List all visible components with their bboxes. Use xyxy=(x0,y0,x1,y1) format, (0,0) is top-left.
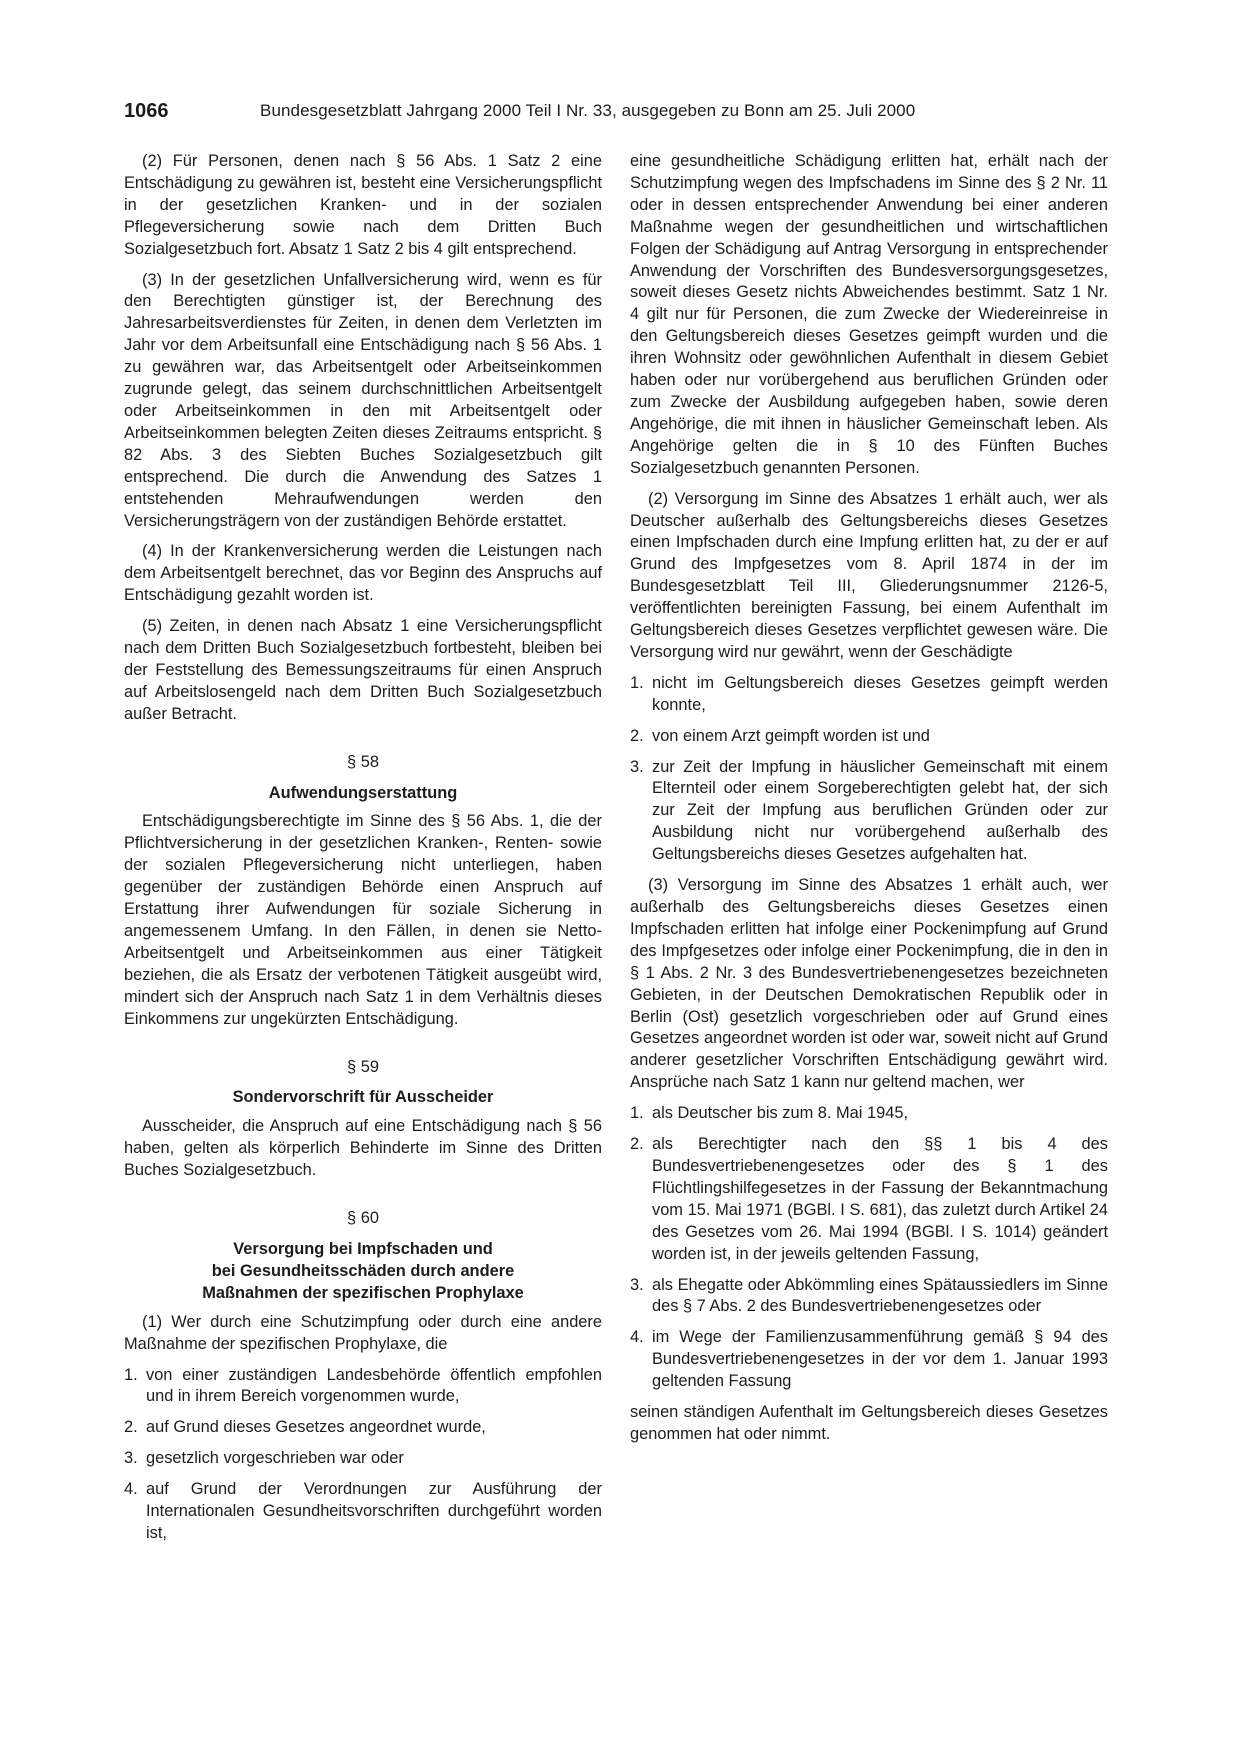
list-item-text: von einer zuständigen Landesbehörde öffentlich empfohlen und in ihrem Bereich vorgenommen wurde, xyxy=(146,1365,602,1406)
list-item xyxy=(124,1417,602,1439)
section-58-title: Aufwendungserstattung xyxy=(268,783,458,802)
list-item xyxy=(630,757,1108,867)
list-item-number: 1. xyxy=(630,673,644,692)
list-item-text: nicht im Geltungsbereich dieses Gesetzes geimpft werden konnte, xyxy=(652,673,1108,714)
right-column xyxy=(630,151,1108,1455)
section-60-title-line: bei Gesundheitsschäden durch andere xyxy=(211,1261,515,1280)
section-60-number: § 60 xyxy=(347,1209,379,1228)
list-item-text: als Berechtigter nach den §§ 1 bis 4 des Bundesvertriebenengesetzes oder des § 1 des Flüchtlingshilfegesetzes in der Fassung der Bekanntmachung vom 15. Mai 1971 (BGBl. I S. 681), das zuletzt durch Artikel 24 des Gesetzes vom 26. Mai 1994 (BGBl. I S. 1014) geändert worden ist, in der jeweils geltenden Fassung, xyxy=(652,1135,1108,1263)
list-item-text: gesetzlich vorgeschrieben war oder xyxy=(146,1449,404,1468)
running-head: Bundesgesetzblatt Jahrgang 2000 Teil I Nr. 33, ausgegeben zu Bonn am 25. Juli 2000 xyxy=(260,101,916,120)
list-item-number: 3. xyxy=(124,1449,138,1468)
section-58-text: Entschädigungsberechtigte im Sinne des § 56 Abs. 1, die der Pflichtversicherung in der gesetzlichen Kranken-, Renten- sowie der sozialen Pflegeversicherung nicht unterliegen, haben gegenüber der zuständigen Behörde einen Anspruch auf Erstattung ihrer Aufwendungen für soziale Sicherung in angemessenem Umfang. In den Fällen, in denen sie Netto-Arbeitsentgelt und Arbeitseinkommen aus einer Tätigkeit beziehen, die als Ersatz der verbotenen Tätigkeit ausgeübt wird, mindert sich der Anspruch nach Satz 1 in dem Verhältnis dieses Einkommens zur ungekürzten Entschädigung. xyxy=(124,812,602,1028)
list-item xyxy=(630,1275,1108,1319)
section-60-title-line: Maßnahmen der spezifischen Prophylaxe xyxy=(202,1283,524,1302)
list-item xyxy=(630,1134,1108,1265)
list-item xyxy=(630,726,1108,748)
list-item-text: auf Grund dieses Gesetzes angeordnet wurde, xyxy=(146,1418,486,1437)
section-58-number: § 58 xyxy=(347,752,379,771)
list-item xyxy=(124,1365,602,1409)
section-60-paragraph-1: (1) Wer durch eine Schutzimpfung oder durch eine andere Maßnahme der spezifischen Prophylaxe, die xyxy=(124,1312,602,1353)
list-item-number: 2. xyxy=(630,1135,644,1154)
list-item-text: im Wege der Familienzusammenführung gemäß § 94 des Bundesvertriebenengesetzes in der vor dem 1. Januar 1993 geltenden Fassung xyxy=(652,1328,1108,1391)
list-item-text: als Ehegatte oder Abkömmling eines Spätaussiedlers im Sinne des § 7 Abs. 2 des Bundesvertriebenengesetzes oder xyxy=(652,1275,1108,1316)
section-59-number: § 59 xyxy=(347,1057,379,1076)
section-60-title xyxy=(124,1239,602,1305)
paragraph-60-3: (3) Versorgung im Sinne des Absatzes 1 erhält auch, wer außerhalb des Geltungsbereichs dieses Gesetzes einen Impfschaden erlitten hat infolge einer Pockenimpfung auf Grund des Impfgesetzes oder infolge einer Pockenimpfung, die in den in § 1 Abs. 2 Nr. 3 des Bundesvertriebenengesetzes bezeichneten Gebieten, in der Deutschen Demokratischen Republik oder in Berlin (Ost) gesetzlich vorgeschrieben oder auf Grund eines Gesetzes angeordnet worden ist oder war, soweit nicht auf Grund anderer gesetzlicher Vorschriften Entschädigung gewährt wird. Ansprüche nach Satz 1 kann nur geltend machen, wer xyxy=(630,876,1108,1092)
page-header xyxy=(124,100,1124,126)
list-item-number: 2. xyxy=(124,1418,138,1437)
list-item xyxy=(630,673,1108,717)
list-item xyxy=(630,1103,1108,1125)
section-60-list xyxy=(124,1365,602,1545)
list-item-number: 2. xyxy=(630,726,644,745)
paragraph-57-5: (5) Zeiten, in denen nach Absatz 1 eine Versicherungspflicht nach dem Dritten Buch Sozialgesetzbuch fortbesteht, bleiben bei der Feststellung des Bemessungszeitraums für einen Anspruch auf Arbeitslosengeld nach dem Dritten Buch Sozialgesetzbuch außer Betracht. xyxy=(124,617,602,723)
list-item-text: als Deutscher bis zum 8. Mai 1945, xyxy=(652,1104,908,1123)
list-item-text: auf Grund der Verordnungen zur Ausführung der Internationalen Gesundheitsvorschriften durchgeführt worden ist, xyxy=(146,1480,602,1542)
list-item xyxy=(124,1479,602,1545)
paragraph-57-4: (4) In der Krankenversicherung werden die Leistungen nach dem Arbeitsentgelt berechnet, das vor Beginn des Anspruchs auf Entschädigung gezahlt worden ist. xyxy=(124,542,602,605)
paragraph-57-2: (2) Für Personen, denen nach § 56 Abs. 1 Satz 2 eine Entschädigung zu gewähren ist, besteht eine Versicherungspflicht in der gesetzlichen Kranken- und in der sozialen Pflegeversicherung sowie nach dem Dritten Buch Sozialgesetzbuch fort. Absatz 1 Satz 2 bis 4 gilt entsprechend. xyxy=(124,152,602,258)
section-59-text: Ausscheider, die Anspruch auf eine Entschädigung nach § 56 haben, gelten als körperlich Behinderte im Sinne des Dritten Buches Sozialgesetzbuch. xyxy=(124,1117,602,1180)
paragraph-57-3: (3) In der gesetzlichen Unfallversicherung wird, wenn es für den Berechtigten günstiger ist, der Berechnung des Jahresarbeitsverdienstes für Zeiten, in denen dem Verletzten im Jahr vor dem Arbeitsunfall eine Entschädigung nach § 56 Abs. 1 zu gewähren war, das Arbeitsentgelt oder Arbeitseinkommen zugrunde gelegt, das seinem durchschnittlichen Arbeitsentgelt oder Arbeitseinkommen in den mit Arbeitsentgelt oder Arbeitseinkommen belegten Zeiten dieses Zeitraums entspricht. § 82 Abs. 3 des Siebten Buches Sozialgesetzbuch gilt entsprechend. Die durch die Anwendung des Satzes 1 entstehenden Mehraufwendungen werden den Versicherungsträgern von der zuständigen Behörde erstattet. xyxy=(124,270,602,530)
list-item-text: zur Zeit der Impfung in häuslicher Gemeinschaft mit einem Elternteil oder einem Sorgeberechtigten gelebt hat, der sich zur Zeit der Impfung aus beruflichen Gründen oder zur Ausbildung nicht nur vorübergehend außerhalb des Geltungsbereichs dieses Gesetzes aufgehalten hat. xyxy=(652,757,1108,864)
list-item-number: 1. xyxy=(124,1365,138,1384)
list-item xyxy=(630,1327,1108,1393)
left-column xyxy=(124,151,602,1554)
list-item-number: 3. xyxy=(630,757,644,776)
paragraph-60-3-closing: seinen ständigen Aufenthalt im Geltungsbereich dieses Gesetzes genommen hat oder nimmt. xyxy=(630,1403,1108,1443)
paragraph-60-3-list xyxy=(630,1103,1108,1393)
list-item-number: 1. xyxy=(630,1104,644,1123)
list-item xyxy=(124,1448,602,1470)
paragraph-60-2-list xyxy=(630,673,1108,866)
list-item-number: 3. xyxy=(630,1275,644,1294)
list-item-number: 4. xyxy=(630,1328,644,1347)
list-item-number: 4. xyxy=(124,1480,138,1499)
paragraph-60-2: (2) Versorgung im Sinne des Absatzes 1 erhält auch, wer als Deutscher außerhalb des Geltungsbereichs dieses Gesetzes einen Impfschaden durch eine Impfung erlitten hat, zu der er auf Grund des Impfgesetzes vom 8. April 1874 in der im Bundesgesetzblatt Teil III, Gliederungsnummer 2126-5, veröffentlichten bereinigten Fassung, bei einem Aufenthalt im Geltungsbereich dieses Gesetzes verpflichtet gewesen wäre. Die Versorgung wird nur gewährt, wenn der Geschädigte xyxy=(630,489,1108,661)
section-60-title-line: Versorgung bei Impfschaden und xyxy=(233,1239,493,1258)
section-59-title: Sondervorschrift für Ausscheider xyxy=(232,1088,494,1107)
paragraph-60-1-continued: eine gesundheitliche Schädigung erlitten hat, erhält nach der Schutzimpfung wegen des Impfschadens im Sinne des § 2 Nr. 11 oder in dessen entsprechender Anwendung bei einer anderen Maßnahme wegen der gesundheitlichen und wirtschaftlichen Folgen der Schädigung auf Antrag Versorgung in entsprechender Anwendung der Vorschriften des Bundesversorgungsgesetzes, soweit dieses Gesetz nichts Abweichendes bestimmt. Satz 1 Nr. 4 gilt nur für Personen, die zum Zwecke der Wiedereinreise in den Geltungsbereich dieses Gesetzes geimpft wurden und die ihren Wohnsitz oder gewöhnlichen Aufenthalt in diesem Gebiet haben oder nur vorübergehend aus beruflichen Gründen oder zum Zwecke der Ausbildung aufgegeben haben, sowie deren Angehörige, die mit ihnen in häuslicher Gemeinschaft leben. Als Angehörige gelten die in § 10 des Fünften Buches Sozialgesetzbuch genannten Personen. xyxy=(630,152,1108,477)
page-number: 1066 xyxy=(124,100,169,122)
list-item-text: von einem Arzt geimpft worden ist und xyxy=(652,726,930,745)
